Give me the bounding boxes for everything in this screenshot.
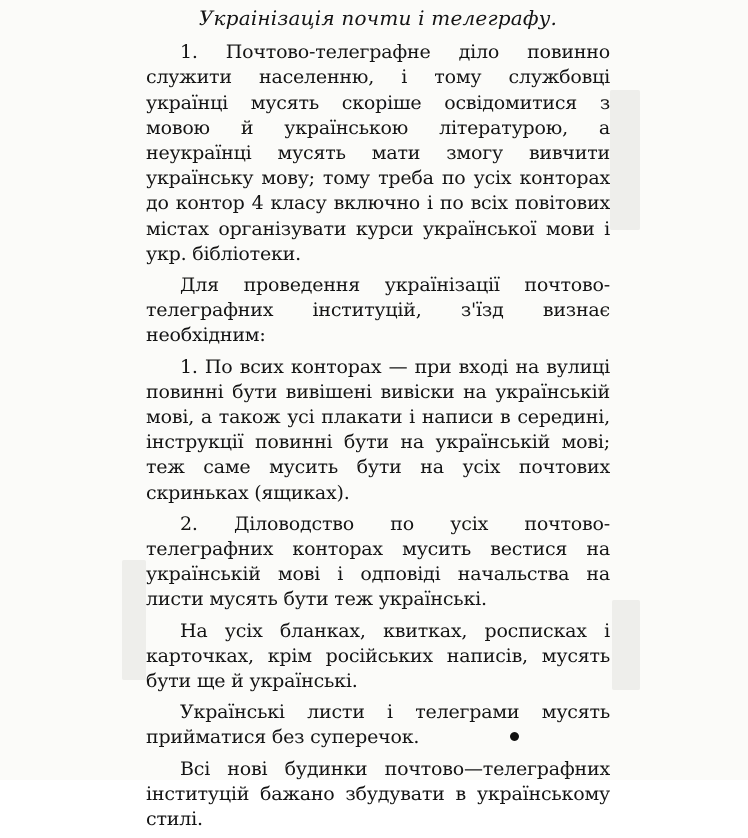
ink-blot <box>510 732 519 741</box>
paragraph-2: Для проведення українізації почтово-телеграфних інституцій, з'їзд визнає необхідним: <box>146 274 610 347</box>
paragraph-1: 1. Почтово-телеграфне діло повинно служити населенню, і тому службовці українці мусять скоріше освідомитися з мовою й українською літературою, а неукраїнці мусять мати змогу вивчити українську мову; тому треба по усіх конторах до контор 4 класу включно і по всіх повітових містах організувати курси української мови і укр. бібліотеки. <box>146 41 610 265</box>
document-title: Украінізація почти і телеграфу. <box>198 6 558 30</box>
paragraph-5: На усіх бланках, квитках, росписках і карточках, крім російських написів, мусять бути ще й українські. <box>146 619 610 693</box>
paragraph-3: 1. По всих конторах — при вході на вулиці повинні бути вивішені вивіски на українській мові, а також усі плакати і написи в середині, інструкції повинні бути на українській мові; теж саме мусить бути на усіх почтових скриньках (ящиках). <box>146 355 610 504</box>
scan-artifact <box>122 560 146 680</box>
paragraph-6: Українські листи і телеграми мусять прийматися без суперечок. <box>146 701 610 749</box>
paragraph-4: 2. Діловодство по усіх почтово-телеграфних конторах мусить вестися на українській мові і одповіді начальства на листи мусять бути теж українські. <box>146 512 610 611</box>
document-column <box>146 6 610 838</box>
paragraph-7: Всі нові будинки почтово—телеграфних інституцій бажано збудувати в українському стилі. <box>146 757 610 831</box>
scan-artifact <box>610 90 640 230</box>
scan-artifact <box>612 600 640 690</box>
